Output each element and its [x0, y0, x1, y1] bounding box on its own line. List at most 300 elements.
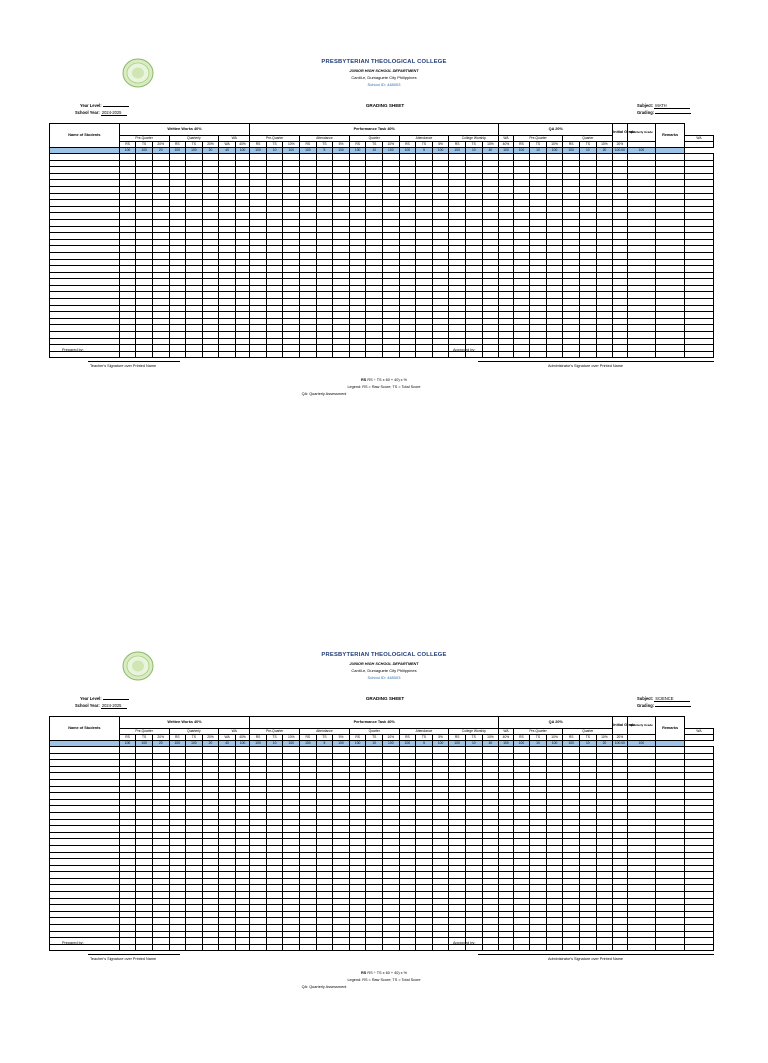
score-cell[interactable] [627, 325, 656, 332]
score-cell[interactable] [349, 918, 366, 925]
score-cell[interactable] [136, 865, 153, 872]
score-cell[interactable] [627, 865, 656, 872]
score-cell[interactable] [416, 325, 433, 332]
score-cell[interactable] [627, 872, 656, 879]
score-cell[interactable] [383, 925, 400, 932]
score-cell[interactable] [499, 859, 513, 866]
score-cell[interactable] [349, 839, 366, 846]
score-cell[interactable] [513, 167, 530, 174]
score-cell[interactable] [627, 154, 656, 161]
score-cell[interactable] [530, 865, 547, 872]
score-cell[interactable] [580, 799, 597, 806]
score-cell[interactable] [316, 193, 333, 200]
score-cell[interactable] [482, 859, 499, 866]
student-name-cell[interactable] [50, 186, 120, 193]
score-cell[interactable] [465, 872, 482, 879]
score-cell[interactable] [316, 312, 333, 319]
score-cell[interactable] [613, 226, 627, 233]
score-cell[interactable] [580, 859, 597, 866]
score-cell[interactable] [656, 285, 685, 292]
score-cell[interactable] [399, 186, 416, 193]
score-cell[interactable] [499, 753, 513, 760]
score-cell[interactable] [383, 766, 400, 773]
score-cell[interactable] [449, 325, 466, 332]
score-cell[interactable] [333, 905, 350, 912]
score-cell[interactable] [482, 305, 499, 312]
score-cell[interactable] [546, 892, 563, 899]
student-name-cell[interactable] [50, 292, 120, 299]
score-cell[interactable] [219, 305, 236, 312]
score-cell[interactable] [580, 845, 597, 852]
score-cell[interactable] [546, 931, 563, 938]
score-cell[interactable] [399, 898, 416, 905]
score-cell[interactable] [349, 819, 366, 826]
score-cell[interactable] [219, 905, 236, 912]
score-cell[interactable] [596, 173, 613, 180]
score-cell[interactable] [499, 938, 513, 945]
score-cell[interactable] [349, 213, 366, 220]
score-cell[interactable] [627, 285, 656, 292]
score-cell[interactable] [482, 213, 499, 220]
score-cell[interactable] [530, 266, 547, 273]
score-cell[interactable] [596, 793, 613, 800]
score-cell[interactable] [684, 925, 713, 932]
score-cell[interactable] [530, 252, 547, 259]
score-cell[interactable] [627, 186, 656, 193]
score-cell[interactable] [333, 898, 350, 905]
score-cell[interactable] [366, 305, 383, 312]
score-cell[interactable] [136, 351, 153, 358]
score-cell[interactable] [119, 272, 136, 279]
score-cell[interactable] [333, 793, 350, 800]
year-level-field[interactable] [103, 106, 129, 107]
score-cell[interactable] [432, 799, 449, 806]
score-cell[interactable] [432, 285, 449, 292]
score-cell[interactable] [684, 826, 713, 833]
score-cell[interactable] [482, 193, 499, 200]
student-name-cell[interactable] [50, 285, 120, 292]
score-cell[interactable] [169, 865, 186, 872]
score-cell[interactable] [449, 252, 466, 259]
score-cell[interactable] [684, 325, 713, 332]
score-cell[interactable] [416, 167, 433, 174]
score-cell[interactable] [169, 878, 186, 885]
score-cell[interactable] [169, 852, 186, 859]
score-cell[interactable] [136, 885, 153, 892]
score-cell[interactable] [513, 206, 530, 213]
score-cell[interactable] [684, 292, 713, 299]
score-cell[interactable] [627, 779, 656, 786]
score-cell[interactable] [546, 766, 563, 773]
score-cell[interactable] [465, 839, 482, 846]
score-cell[interactable] [530, 799, 547, 806]
score-cell[interactable] [627, 167, 656, 174]
score-cell[interactable] [416, 266, 433, 273]
score-cell[interactable] [383, 911, 400, 918]
score-cell[interactable] [202, 852, 219, 859]
score-cell[interactable] [235, 173, 249, 180]
score-cell[interactable] [499, 885, 513, 892]
score-cell[interactable] [119, 252, 136, 259]
score-cell[interactable] [366, 872, 383, 879]
score-cell[interactable] [530, 747, 547, 754]
grading-field[interactable] [655, 113, 691, 114]
score-cell[interactable] [316, 219, 333, 226]
score-cell[interactable] [656, 332, 685, 339]
score-cell[interactable] [482, 285, 499, 292]
score-cell[interactable] [333, 279, 350, 286]
score-cell[interactable] [596, 885, 613, 892]
score-cell[interactable] [563, 845, 580, 852]
score-cell[interactable] [349, 266, 366, 273]
score-cell[interactable] [219, 760, 236, 767]
score-cell[interactable] [266, 878, 283, 885]
score-cell[interactable] [266, 213, 283, 220]
score-cell[interactable] [513, 332, 530, 339]
score-cell[interactable] [383, 285, 400, 292]
score-cell[interactable] [499, 819, 513, 826]
score-cell[interactable] [513, 806, 530, 813]
score-cell[interactable] [152, 312, 169, 319]
score-cell[interactable] [499, 325, 513, 332]
score-cell[interactable] [119, 859, 136, 866]
score-cell[interactable] [580, 747, 597, 754]
score-cell[interactable] [613, 753, 627, 760]
score-cell[interactable] [300, 905, 317, 912]
score-cell[interactable] [580, 351, 597, 358]
score-cell[interactable] [684, 246, 713, 253]
score-cell[interactable] [186, 173, 203, 180]
score-cell[interactable] [349, 332, 366, 339]
score-cell[interactable] [202, 905, 219, 912]
score-cell[interactable] [613, 292, 627, 299]
score-cell[interactable] [684, 931, 713, 938]
score-cell[interactable] [513, 878, 530, 885]
score-cell[interactable] [656, 931, 685, 938]
score-cell[interactable] [482, 806, 499, 813]
score-cell[interactable] [684, 753, 713, 760]
score-cell[interactable] [169, 154, 186, 161]
score-cell[interactable] [136, 279, 153, 286]
score-cell[interactable] [136, 872, 153, 879]
score-cell[interactable] [119, 305, 136, 312]
score-cell[interactable] [399, 905, 416, 912]
score-cell[interactable] [152, 160, 169, 167]
score-cell[interactable] [563, 206, 580, 213]
score-cell[interactable] [366, 233, 383, 240]
score-cell[interactable] [432, 812, 449, 819]
score-cell[interactable] [656, 312, 685, 319]
score-cell[interactable] [202, 173, 219, 180]
score-cell[interactable] [283, 793, 300, 800]
score-cell[interactable] [152, 812, 169, 819]
score-cell[interactable] [656, 826, 685, 833]
score-cell[interactable] [546, 312, 563, 319]
student-name-cell[interactable] [50, 233, 120, 240]
score-cell[interactable] [383, 905, 400, 912]
score-cell[interactable] [333, 213, 350, 220]
score-cell[interactable] [119, 154, 136, 161]
score-cell[interactable] [684, 338, 713, 345]
score-cell[interactable] [266, 872, 283, 879]
score-cell[interactable] [119, 266, 136, 273]
student-name-cell[interactable] [50, 826, 120, 833]
score-cell[interactable] [266, 793, 283, 800]
score-cell[interactable] [333, 292, 350, 299]
score-cell[interactable] [465, 885, 482, 892]
score-cell[interactable] [300, 839, 317, 846]
score-cell[interactable] [513, 325, 530, 332]
score-cell[interactable] [399, 859, 416, 866]
score-cell[interactable] [499, 826, 513, 833]
score-cell[interactable] [656, 839, 685, 846]
score-cell[interactable] [349, 180, 366, 187]
score-cell[interactable] [465, 246, 482, 253]
score-cell[interactable] [613, 305, 627, 312]
score-cell[interactable] [250, 826, 267, 833]
score-cell[interactable] [186, 246, 203, 253]
score-cell[interactable] [316, 167, 333, 174]
score-cell[interactable] [316, 779, 333, 786]
score-cell[interactable] [546, 911, 563, 918]
score-cell[interactable] [656, 325, 685, 332]
score-cell[interactable] [202, 944, 219, 951]
score-cell[interactable] [136, 332, 153, 339]
score-cell[interactable] [169, 160, 186, 167]
score-cell[interactable] [580, 944, 597, 951]
score-cell[interactable] [349, 944, 366, 951]
score-cell[interactable] [546, 819, 563, 826]
score-cell[interactable] [152, 266, 169, 273]
score-cell[interactable] [349, 312, 366, 319]
score-cell[interactable] [613, 747, 627, 754]
score-cell[interactable] [283, 938, 300, 945]
score-cell[interactable] [266, 944, 283, 951]
score-cell[interactable] [383, 154, 400, 161]
score-cell[interactable] [316, 332, 333, 339]
score-cell[interactable] [169, 345, 186, 352]
score-cell[interactable] [366, 852, 383, 859]
score-cell[interactable] [513, 246, 530, 253]
score-cell[interactable] [119, 332, 136, 339]
score-cell[interactable] [283, 878, 300, 885]
score-cell[interactable] [366, 193, 383, 200]
score-cell[interactable] [580, 160, 597, 167]
score-cell[interactable] [152, 766, 169, 773]
score-cell[interactable] [349, 859, 366, 866]
score-cell[interactable] [316, 200, 333, 207]
score-cell[interactable] [656, 318, 685, 325]
score-cell[interactable] [366, 826, 383, 833]
score-cell[interactable] [283, 318, 300, 325]
score-cell[interactable] [399, 180, 416, 187]
score-cell[interactable] [235, 160, 249, 167]
score-cell[interactable] [316, 753, 333, 760]
score-cell[interactable] [202, 931, 219, 938]
score-cell[interactable] [266, 345, 283, 352]
score-cell[interactable] [283, 259, 300, 266]
score-cell[interactable] [416, 272, 433, 279]
score-cell[interactable] [266, 839, 283, 846]
score-cell[interactable] [383, 252, 400, 259]
score-cell[interactable] [580, 279, 597, 286]
score-cell[interactable] [283, 911, 300, 918]
student-name-cell[interactable] [50, 226, 120, 233]
score-cell[interactable] [169, 779, 186, 786]
score-cell[interactable] [684, 760, 713, 767]
score-cell[interactable] [266, 239, 283, 246]
score-cell[interactable] [136, 898, 153, 905]
score-cell[interactable] [349, 925, 366, 932]
score-cell[interactable] [316, 898, 333, 905]
score-cell[interactable] [235, 279, 249, 286]
score-cell[interactable] [499, 852, 513, 859]
score-cell[interactable] [152, 845, 169, 852]
score-cell[interactable] [627, 918, 656, 925]
student-name-cell[interactable] [50, 312, 120, 319]
score-cell[interactable] [202, 285, 219, 292]
score-cell[interactable] [449, 925, 466, 932]
score-cell[interactable] [383, 239, 400, 246]
score-cell[interactable] [186, 180, 203, 187]
score-cell[interactable] [186, 760, 203, 767]
score-cell[interactable] [283, 285, 300, 292]
score-cell[interactable] [316, 892, 333, 899]
score-cell[interactable] [250, 325, 267, 332]
score-cell[interactable] [202, 239, 219, 246]
score-cell[interactable] [202, 206, 219, 213]
score-cell[interactable] [482, 239, 499, 246]
score-cell[interactable] [513, 812, 530, 819]
score-cell[interactable] [169, 905, 186, 912]
score-cell[interactable] [449, 760, 466, 767]
score-cell[interactable] [684, 773, 713, 780]
score-cell[interactable] [465, 859, 482, 866]
score-cell[interactable] [656, 779, 685, 786]
score-cell[interactable] [482, 839, 499, 846]
score-cell[interactable] [169, 938, 186, 945]
score-cell[interactable] [202, 351, 219, 358]
score-cell[interactable] [627, 272, 656, 279]
score-cell[interactable] [235, 812, 249, 819]
score-cell[interactable] [613, 766, 627, 773]
score-cell[interactable] [119, 806, 136, 813]
score-cell[interactable] [219, 193, 236, 200]
score-cell[interactable] [316, 859, 333, 866]
score-cell[interactable] [152, 272, 169, 279]
score-cell[interactable] [627, 852, 656, 859]
score-cell[interactable] [563, 872, 580, 879]
score-cell[interactable] [136, 832, 153, 839]
score-cell[interactable] [513, 186, 530, 193]
student-name-cell[interactable] [50, 345, 120, 352]
score-cell[interactable] [399, 845, 416, 852]
score-cell[interactable] [627, 338, 656, 345]
score-cell[interactable] [449, 180, 466, 187]
score-cell[interactable] [596, 878, 613, 885]
year-level-field[interactable] [103, 699, 129, 700]
score-cell[interactable] [235, 905, 249, 912]
score-cell[interactable] [513, 292, 530, 299]
score-cell[interactable] [283, 266, 300, 273]
score-cell[interactable] [235, 167, 249, 174]
score-cell[interactable] [366, 747, 383, 754]
score-cell[interactable] [219, 832, 236, 839]
score-cell[interactable] [266, 766, 283, 773]
score-cell[interactable] [169, 233, 186, 240]
score-cell[interactable] [202, 786, 219, 793]
score-cell[interactable] [596, 898, 613, 905]
score-cell[interactable] [656, 305, 685, 312]
score-cell[interactable] [482, 272, 499, 279]
score-cell[interactable] [300, 799, 317, 806]
score-cell[interactable] [235, 213, 249, 220]
score-cell[interactable] [119, 839, 136, 846]
score-cell[interactable] [202, 318, 219, 325]
score-cell[interactable] [136, 193, 153, 200]
score-cell[interactable] [235, 154, 249, 161]
score-cell[interactable] [119, 226, 136, 233]
score-cell[interactable] [465, 325, 482, 332]
score-cell[interactable] [613, 793, 627, 800]
score-cell[interactable] [513, 279, 530, 286]
score-cell[interactable] [613, 160, 627, 167]
score-cell[interactable] [186, 312, 203, 319]
score-cell[interactable] [219, 259, 236, 266]
score-cell[interactable] [482, 793, 499, 800]
score-cell[interactable] [416, 180, 433, 187]
score-cell[interactable] [136, 905, 153, 912]
score-cell[interactable] [152, 233, 169, 240]
score-cell[interactable] [266, 806, 283, 813]
score-cell[interactable] [366, 259, 383, 266]
score-cell[interactable] [449, 872, 466, 879]
score-cell[interactable] [349, 345, 366, 352]
score-cell[interactable] [169, 292, 186, 299]
score-cell[interactable] [333, 819, 350, 826]
score-cell[interactable] [266, 259, 283, 266]
score-cell[interactable] [250, 918, 267, 925]
score-cell[interactable] [449, 911, 466, 918]
score-cell[interactable] [596, 272, 613, 279]
score-cell[interactable] [513, 905, 530, 912]
score-cell[interactable] [613, 299, 627, 306]
score-cell[interactable] [366, 753, 383, 760]
score-cell[interactable] [366, 905, 383, 912]
score-cell[interactable] [152, 826, 169, 833]
score-cell[interactable] [250, 239, 267, 246]
student-name-cell[interactable] [50, 252, 120, 259]
score-cell[interactable] [119, 911, 136, 918]
score-cell[interactable] [613, 154, 627, 161]
score-cell[interactable] [283, 832, 300, 839]
score-cell[interactable] [432, 167, 449, 174]
score-cell[interactable] [530, 180, 547, 187]
score-cell[interactable] [152, 865, 169, 872]
score-cell[interactable] [530, 206, 547, 213]
score-cell[interactable] [465, 892, 482, 899]
score-cell[interactable] [235, 312, 249, 319]
score-cell[interactable] [684, 180, 713, 187]
student-name-cell[interactable] [50, 173, 120, 180]
score-cell[interactable] [416, 773, 433, 780]
score-cell[interactable] [169, 332, 186, 339]
score-cell[interactable] [613, 186, 627, 193]
student-name-cell[interactable] [50, 246, 120, 253]
score-cell[interactable] [169, 285, 186, 292]
score-cell[interactable] [416, 154, 433, 161]
score-cell[interactable] [613, 931, 627, 938]
